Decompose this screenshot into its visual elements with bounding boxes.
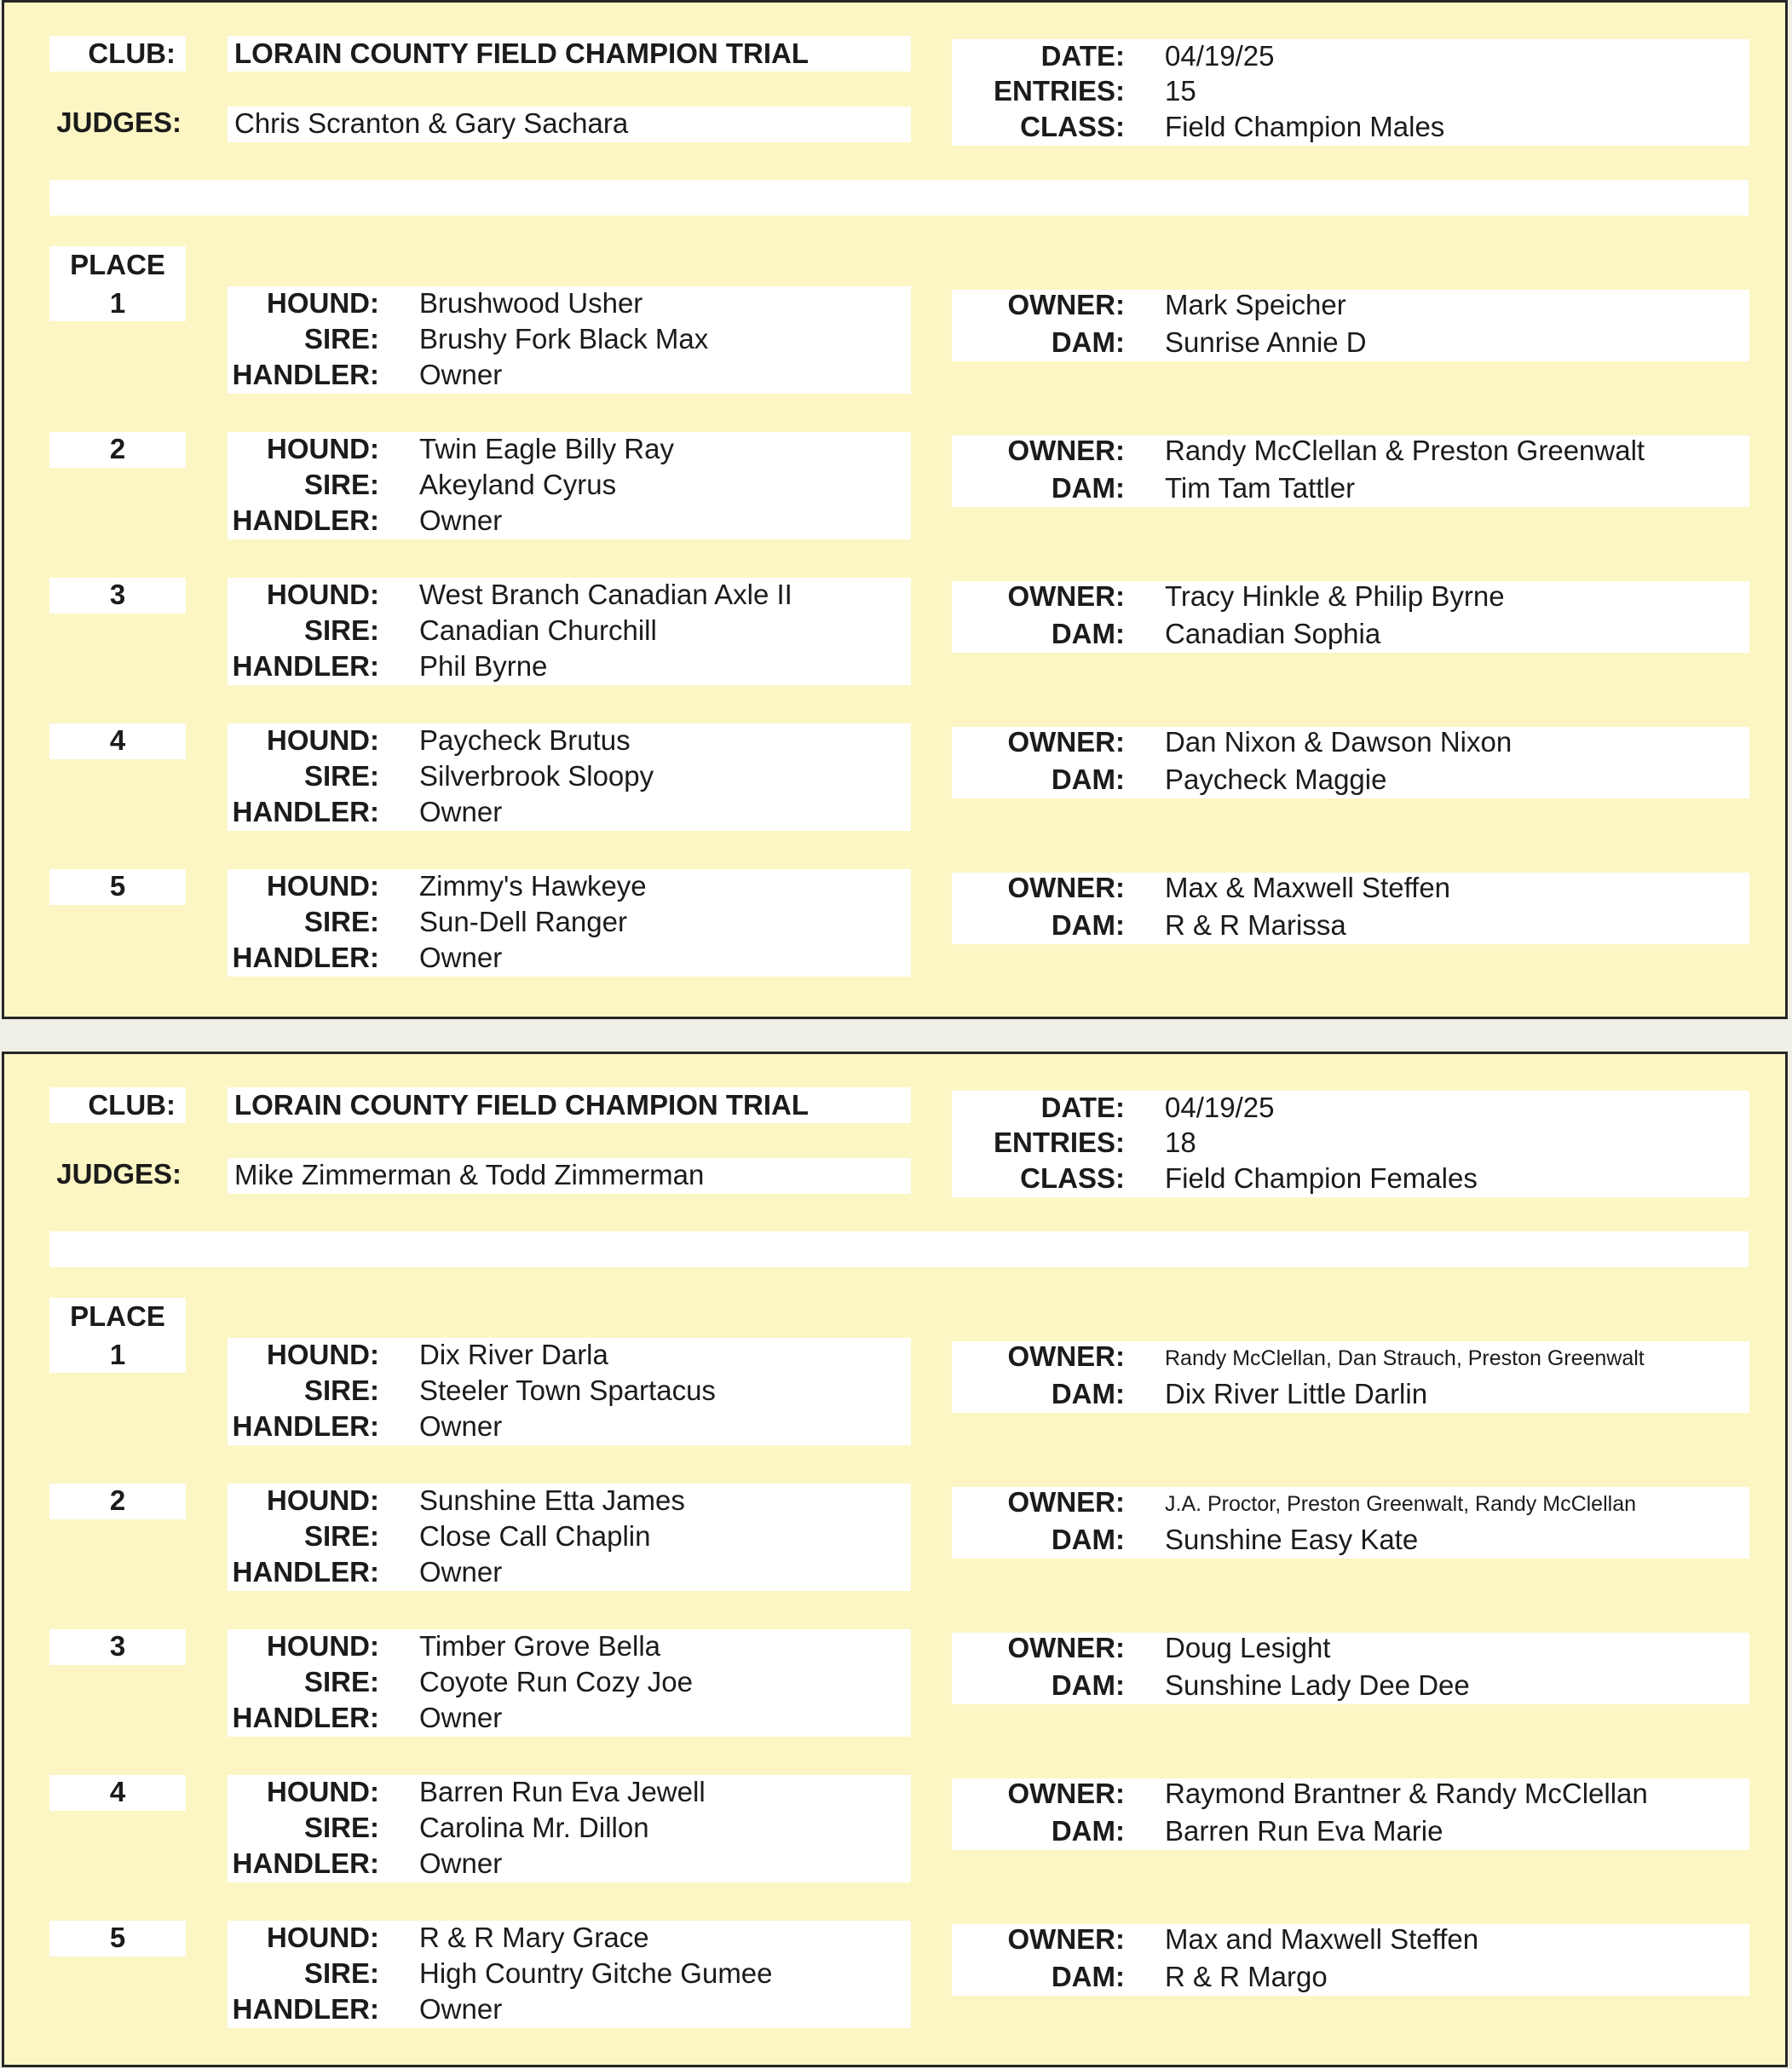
place-number: 3 xyxy=(109,579,126,610)
owner-name: Doug Lesight xyxy=(1165,1632,1331,1663)
handler-name: Owner xyxy=(419,1847,503,1879)
owner-name: Max & Maxwell Steffen xyxy=(1165,872,1451,903)
hound-label: HOUND: xyxy=(267,1484,379,1516)
place-number: 5 xyxy=(109,870,126,902)
hound-label: HOUND: xyxy=(267,1339,379,1370)
judges-label: JUDGES: xyxy=(56,107,182,138)
dam-label: DAM: xyxy=(1051,1815,1125,1847)
sire-label: SIRE: xyxy=(303,1520,379,1552)
owner-label: OWNER: xyxy=(1007,1486,1125,1518)
dam-name: Sunrise Annie D xyxy=(1165,326,1367,358)
dam-label: DAM: xyxy=(1051,764,1125,795)
sire-label: SIRE: xyxy=(303,760,379,792)
dam-name: Barren Run Eva Marie xyxy=(1165,1815,1443,1847)
entries-value: 18 xyxy=(1165,1127,1196,1158)
hound-name: Sunshine Etta James xyxy=(419,1484,685,1516)
place-label: PLACE xyxy=(70,1300,165,1332)
hound-label: HOUND: xyxy=(267,870,379,902)
handler-name: Owner xyxy=(419,942,503,973)
spacer-bar xyxy=(49,180,1749,216)
dam-label: DAM: xyxy=(1051,618,1125,649)
owner-label: OWNER: xyxy=(1007,726,1125,758)
owner-label: OWNER: xyxy=(1007,1632,1125,1663)
dam-label: DAM: xyxy=(1051,1524,1125,1555)
dam-name: R & R Margo xyxy=(1165,1961,1328,1992)
handler-label: HANDLER: xyxy=(232,504,379,536)
owner-label: OWNER: xyxy=(1007,289,1125,320)
owner-name: Randy McClellan, Dan Strauch, Preston Greenwalt xyxy=(1165,1346,1645,1370)
handler-label: HANDLER: xyxy=(232,1410,379,1442)
hound-label: HOUND: xyxy=(267,724,379,756)
entries-value: 15 xyxy=(1165,75,1196,107)
owner-label: OWNER: xyxy=(1007,1340,1125,1372)
sire-label: SIRE: xyxy=(303,906,379,937)
handler-name: Owner xyxy=(419,359,503,390)
hound-label: HOUND: xyxy=(267,1630,379,1662)
trial-card-females xyxy=(2,1052,1788,2067)
owner-name: Max and Maxwell Steffen xyxy=(1165,1923,1479,1955)
hound-name: Brushwood Usher xyxy=(419,287,643,319)
date-value: 04/19/25 xyxy=(1165,1092,1275,1123)
hound-name: West Branch Canadian Axle II xyxy=(419,579,792,610)
place-number: 1 xyxy=(109,287,126,319)
dam-name: Tim Tam Tattler xyxy=(1165,472,1356,504)
place-number: 5 xyxy=(109,1922,126,1953)
handler-label: HANDLER: xyxy=(232,1556,379,1588)
dam-label: DAM: xyxy=(1051,1378,1125,1409)
dam-label: DAM: xyxy=(1051,472,1125,504)
entries-label: ENTRIES: xyxy=(993,1127,1125,1158)
sire-name: High Country Gitche Gumee xyxy=(419,1957,773,1989)
sire-name: Carolina Mr. Dillon xyxy=(419,1812,649,1843)
place-number: 3 xyxy=(109,1630,126,1662)
hound-name: Twin Eagle Billy Ray xyxy=(419,433,674,464)
dam-label: DAM: xyxy=(1051,909,1125,941)
hound-label: HOUND: xyxy=(267,1922,379,1953)
owner-name: Dan Nixon & Dawson Nixon xyxy=(1165,726,1513,758)
handler-name: Owner xyxy=(419,1993,503,2025)
club-value: LORAIN COUNTY FIELD CHAMPION TRIAL xyxy=(234,1089,810,1121)
dam-label: DAM: xyxy=(1051,1669,1125,1701)
trial-card-males xyxy=(2,0,1788,1019)
handler-name: Owner xyxy=(419,504,503,536)
sire-label: SIRE: xyxy=(303,1375,379,1406)
class-label: CLASS: xyxy=(1020,1162,1125,1194)
dam-name: Sunshine Lady Dee Dee xyxy=(1165,1669,1470,1701)
sire-name: Canadian Churchill xyxy=(419,614,657,646)
club-label: CLUB: xyxy=(88,37,176,69)
sire-label: SIRE: xyxy=(303,1666,379,1697)
dam-label: DAM: xyxy=(1051,1961,1125,1992)
owner-name: J.A. Proctor, Preston Greenwalt, Randy McClellan xyxy=(1165,1492,1637,1516)
place-number: 2 xyxy=(109,433,126,464)
hound-label: HOUND: xyxy=(267,1776,379,1807)
handler-label: HANDLER: xyxy=(232,359,379,390)
owner-label: OWNER: xyxy=(1007,1923,1125,1955)
hound-label: HOUND: xyxy=(267,287,379,319)
handler-label: HANDLER: xyxy=(232,796,379,827)
handler-label: HANDLER: xyxy=(232,942,379,973)
handler-label: HANDLER: xyxy=(232,650,379,682)
handler-name: Owner xyxy=(419,796,503,827)
place-number: 1 xyxy=(109,1339,126,1370)
place-number: 2 xyxy=(109,1484,126,1516)
handler-label: HANDLER: xyxy=(232,1702,379,1733)
handler-name: Phil Byrne xyxy=(419,650,548,682)
handler-name: Owner xyxy=(419,1410,503,1442)
date-label: DATE: xyxy=(1040,1092,1125,1123)
owner-label: OWNER: xyxy=(1007,1778,1125,1809)
sire-label: SIRE: xyxy=(303,323,379,354)
hound-name: Barren Run Eva Jewell xyxy=(419,1776,706,1807)
class-value: Field Champion Males xyxy=(1165,111,1445,142)
date-label: DATE: xyxy=(1040,40,1125,72)
owner-label: OWNER: xyxy=(1007,872,1125,903)
sire-label: SIRE: xyxy=(303,1957,379,1989)
dam-name: R & R Marissa xyxy=(1165,909,1346,941)
owner-name: Tracy Hinkle & Philip Byrne xyxy=(1165,580,1505,612)
handler-label: HANDLER: xyxy=(232,1993,379,2025)
judges-value: Chris Scranton & Gary Sachara xyxy=(234,107,629,139)
entries-label: ENTRIES: xyxy=(993,75,1125,107)
place-number: 4 xyxy=(109,1776,126,1807)
handler-label: HANDLER: xyxy=(232,1847,379,1879)
handler-name: Owner xyxy=(419,1702,503,1733)
sire-label: SIRE: xyxy=(303,469,379,500)
owner-label: OWNER: xyxy=(1007,580,1125,612)
sire-name: Close Call Chaplin xyxy=(419,1520,651,1552)
club-label: CLUB: xyxy=(88,1089,176,1121)
hound-label: HOUND: xyxy=(267,579,379,610)
hound-name: R & R Mary Grace xyxy=(419,1922,649,1953)
judges-label: JUDGES: xyxy=(56,1158,182,1190)
dam-name: Paycheck Maggie xyxy=(1165,764,1387,795)
sire-name: Brushy Fork Black Max xyxy=(419,323,709,354)
sire-name: Steeler Town Spartacus xyxy=(419,1375,716,1406)
hound-name: Zimmy's Hawkeye xyxy=(419,870,647,902)
date-value: 04/19/25 xyxy=(1165,40,1275,72)
hound-name: Dix River Darla xyxy=(419,1339,608,1370)
sire-label: SIRE: xyxy=(303,1812,379,1843)
judges-value: Mike Zimmerman & Todd Zimmerman xyxy=(234,1159,705,1190)
dam-name: Sunshine Easy Kate xyxy=(1165,1524,1419,1555)
class-value: Field Champion Females xyxy=(1165,1162,1478,1194)
sire-label: SIRE: xyxy=(303,614,379,646)
hound-name: Timber Grove Bella xyxy=(419,1630,661,1662)
owner-label: OWNER: xyxy=(1007,435,1125,466)
owner-name: Randy McClellan & Preston Greenwalt xyxy=(1165,435,1645,466)
sire-name: Silverbrook Sloopy xyxy=(419,760,654,792)
club-value: LORAIN COUNTY FIELD CHAMPION TRIAL xyxy=(234,37,810,69)
sire-name: Akeyland Cyrus xyxy=(419,469,617,500)
dam-label: DAM: xyxy=(1051,326,1125,358)
sire-name: Sun-Dell Ranger xyxy=(419,906,627,937)
handler-name: Owner xyxy=(419,1556,503,1588)
class-label: CLASS: xyxy=(1020,111,1125,142)
spacer-bar xyxy=(49,1231,1749,1267)
owner-name: Raymond Brantner & Randy McClellan xyxy=(1165,1778,1648,1809)
place-number: 4 xyxy=(109,724,126,756)
owner-name: Mark Speicher xyxy=(1165,289,1346,320)
dam-name: Dix River Little Darlin xyxy=(1165,1378,1428,1409)
hound-name: Paycheck Brutus xyxy=(419,724,631,756)
sire-name: Coyote Run Cozy Joe xyxy=(419,1666,693,1697)
dam-name: Canadian Sophia xyxy=(1165,618,1381,649)
place-label: PLACE xyxy=(70,249,165,280)
hound-label: HOUND: xyxy=(267,433,379,464)
